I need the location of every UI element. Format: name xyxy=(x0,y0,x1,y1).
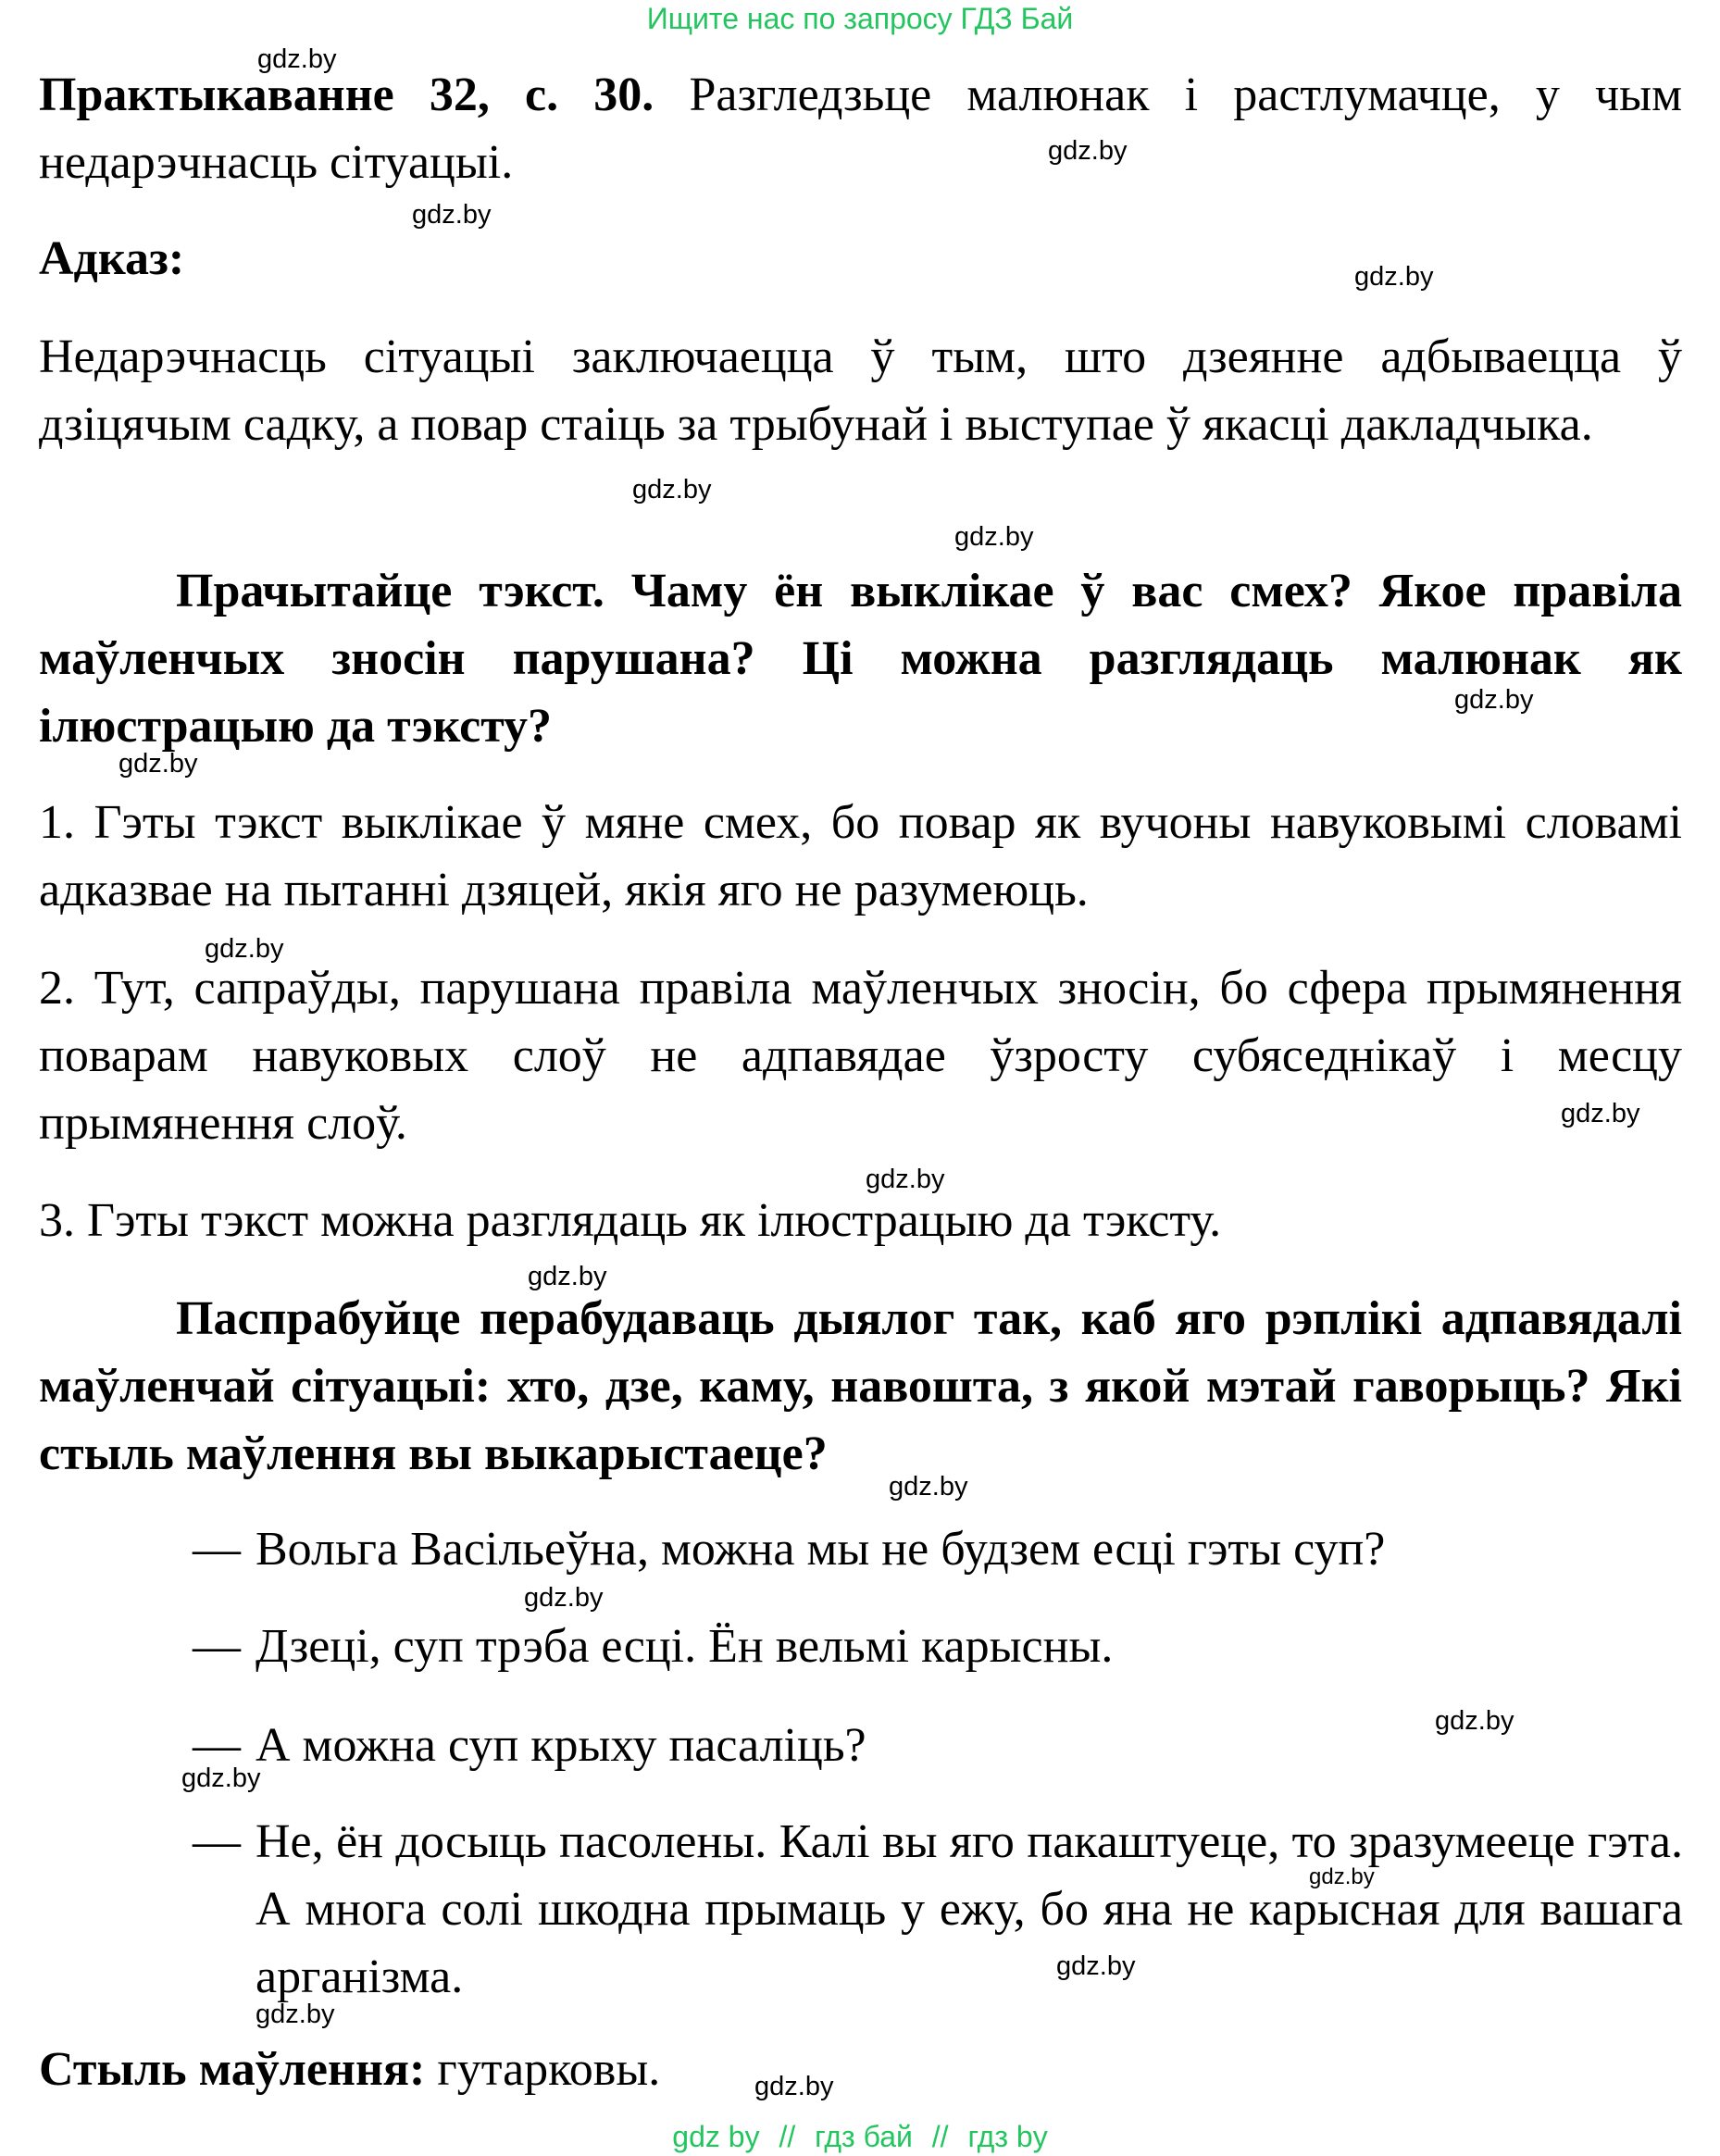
dialogue-dash: — xyxy=(193,1815,241,1868)
dialogue-line-2 xyxy=(193,1613,1683,1680)
speech-style-value: гутарковы. xyxy=(437,2043,661,2096)
watermark: gdz.by xyxy=(257,44,337,74)
dialogue-dash: — xyxy=(193,1523,241,1576)
watermark: gdz.by xyxy=(1561,1099,1640,1128)
task-2-prompt: Прачытайце тэкст. Чаму ён выклікае ў вас смех? Якое правіла маўленчых зносін парушана? Ці можна разглядаць малюнак як ілюстрацыю да тэксту? xyxy=(39,565,1682,753)
watermark: gdz.by xyxy=(181,1763,261,1793)
watermark: gdz.by xyxy=(754,2072,834,2101)
search-hint-link[interactable]: Ищите нас по запросу ГДЗ Бай xyxy=(646,2,1074,35)
answer-item-1: 1. Гэты тэкст выклікае ў мяне смех, бо повар як вучоны навуковымі словамі адказвае на пытанні дзяцей, якія яго не разумеюць. xyxy=(39,796,1682,916)
watermark: gdz.by xyxy=(256,2000,335,2029)
answer-label: Адказ: xyxy=(39,232,185,285)
dialogue-line-1 xyxy=(193,1515,1683,1583)
watermark: gdz.by xyxy=(1435,1706,1514,1736)
dialogue-dash: — xyxy=(193,1719,241,1772)
dialogue-dash: — xyxy=(193,1620,241,1673)
watermark: gdz.by xyxy=(1056,1951,1136,1981)
footer-links xyxy=(0,2118,1720,2155)
dialogue-text: А можна суп крыху пасаліць? xyxy=(256,1719,866,1772)
footer-link-gdz-by[interactable]: gdz by xyxy=(672,2120,760,2153)
watermark: gdz.by xyxy=(1309,1864,1375,1889)
footer-separator: // xyxy=(931,2120,949,2153)
watermark: gdz.by xyxy=(1454,685,1534,715)
dialogue-text: Не, ён досыць пасолены. Калі вы яго пакаштуеце, то зразумееце гэта. А многа солі шкодна прымаць у ежу, бо яна не карысная для вашага арганізма. xyxy=(256,1815,1683,2003)
dialogue-line-4 xyxy=(193,1808,1683,2011)
watermark: gdz.by xyxy=(632,475,712,505)
speech-style-label: Стыль маўлення: xyxy=(39,2043,426,2096)
watermark: gdz.by xyxy=(118,749,198,779)
watermark: gdz.by xyxy=(1048,136,1128,166)
answer-item-2: 2. Тут, сапраўды, парушана правіла маўленчых зносін, бо сфера прымянення поварам навуковых слоў не адпавядае ўзросту субяседнікаў і месцу прымянення слоў. xyxy=(39,962,1682,1150)
footer-link-gdz-bai[interactable]: гдз бай xyxy=(815,2120,913,2153)
answer-item-3: 3. Гэты тэкст можна разглядаць як ілюстрацыю да тэксту. xyxy=(39,1194,1222,1247)
watermark: gdz.by xyxy=(866,1165,945,1194)
watermark: gdz.by xyxy=(528,1262,607,1291)
dialogue-text: Вольга Васільеўна, можна мы не будзем есці гэты суп? xyxy=(256,1523,1386,1576)
watermark: gdz.by xyxy=(412,200,492,230)
dialogue-text: Дзеці, суп трэба есці. Ён вельмі карысны. xyxy=(256,1620,1114,1673)
watermark: gdz.by xyxy=(954,522,1034,552)
speech-style xyxy=(39,2036,1682,2103)
footer-separator: // xyxy=(779,2120,796,2153)
watermark: gdz.by xyxy=(524,1583,604,1613)
exercise-instruction: Разгледзьце малюнак і растлумачце, у чым недарэчнасць сітуацыі. xyxy=(39,69,1683,189)
task-3-prompt: Паспрабуйце перабудаваць дыялог так, каб яго рэплікі адпавядалі маўленчай сітуацыі: хто, дзе, каму, навошта, з якой мэтай гаворыць? Які стыль маўлення вы выкарыстаеце? xyxy=(39,1292,1682,1480)
exercise-title xyxy=(39,61,1682,196)
exercise-number: Практыкаванне 32, с. 30. xyxy=(39,69,654,121)
answer-text: Недарэчнасць сітуацыі заключаецца ў тым, што дзеянне адбываецца ў дзіцячым садку, а повар стаіць за трыбунай і выступае ў якасці дакладчыка. xyxy=(39,330,1682,451)
watermark: gdz.by xyxy=(1354,262,1434,292)
watermark: gdz.by xyxy=(205,934,284,964)
footer-link-gdz-by-cyr[interactable]: гдз by xyxy=(967,2120,1048,2153)
watermark: gdz.by xyxy=(889,1472,968,1502)
